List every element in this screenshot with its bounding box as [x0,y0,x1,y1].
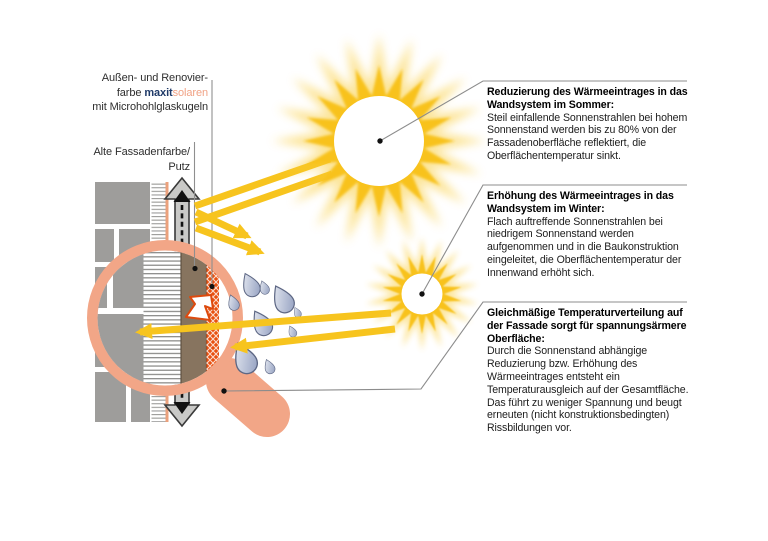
callout-temperature-title: Gleichmäßige Temperaturverteilung auf der Fassade sorgt für spannungsärmere Oberfläche: [487,307,687,345]
magnifier-handle-dot [221,388,226,393]
wall-label-line2: Putz [168,160,190,173]
callout-summer-body: Steil einfallende Sonnenstrahlen bei hohem Sonnenstand werden bis zu 80% von der Fassadenoberfläche reflektiert, die Oberflächentemperatur sinkt. [487,111,688,162]
wall-label-line1: Alte Fassadenfarbe/ [93,146,190,158]
summer-sun-dot [377,138,382,143]
magnified-hatch-layer [144,240,182,400]
brand-label-line2: farbe maxitsolaren [116,86,208,99]
reflected-ray-2 [196,228,260,252]
callout-temperature-body: Durch die Sonnenstand abhängige Reduzierung bzw. Erhöhung des Wärmeeintrages entsteht ein Temperaturausgleich auf der Gesamtfläche. Das führt zu weniger Spannung und beugt erneuten (nicht konstruktionsbedingten) Rissbildungen vor. [487,345,689,435]
callout-winter-title: Erhöhung des Wärmeeintrages in das Wandsystem im Winter: [487,190,674,215]
brand-label-line3: mit Microhohlglaskugeln [92,101,208,113]
water-drop [267,282,297,317]
product-name: solaren [172,86,208,99]
magnifier-handle [229,381,267,414]
callout-winter-body: Flach auftreffende Sonnenstrahlen bei niedrigem Sonnenstand werden aufgenommen und in die Baukonstruktion eingeleitet, die Oberflächentemperatur der Innenwand erhöht sich. [487,215,682,279]
brand-name: maxit [144,86,173,99]
water-drop [262,358,277,376]
water-drop [238,270,263,299]
solaren-coating-dot [209,284,214,289]
brand-label [40,71,208,115]
callout-summer-title: Reduzierung des Wärmeeintrages in das Wandsystem im Sommer: [487,86,688,111]
old-paint-dot [192,266,197,271]
water-drop [286,324,298,338]
callout-summer [487,86,692,163]
winter-sun-dot [419,291,424,296]
brand-label-line1: Außen- und Renovier- [101,72,208,84]
callout-winter [487,190,692,280]
callout-temperature [487,307,692,435]
wall-label [90,145,190,174]
